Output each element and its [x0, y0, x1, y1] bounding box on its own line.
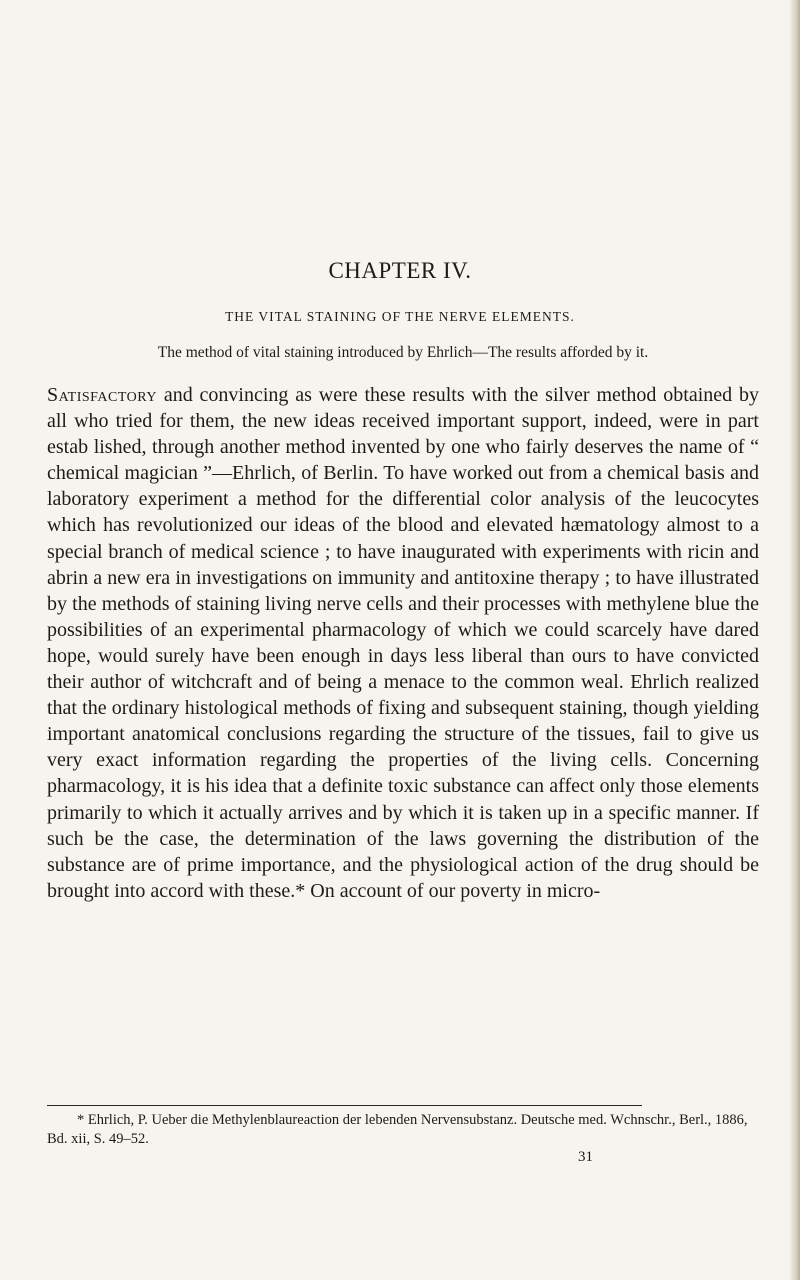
- footnote-divider: [47, 1105, 642, 1106]
- chapter-title: THE VITAL STAINING OF THE NERVE ELEMENTS.: [225, 309, 575, 324]
- chapter-synopsis: The method of vital staining introduced by Ehrlich—The results afforded by it.: [157, 344, 649, 361]
- page-number: 31: [578, 1149, 593, 1165]
- page-edge: [790, 0, 800, 1280]
- body-paragraph: [47, 382, 759, 904]
- body-text: and convincing as were these results with the silver method obtained by all who tried for them, the new ideas received important support, indeed, were in part estab lished, through another method invented by one who fairly deserves the name of “ chemical magician ”—Ehrlich, of Berlin. To have worked out from a chemical basis and laboratory experiment a method for the differential color analysis of the leucocytes which has revolutionized our ideas of the blood and elevated hæmatology almost to a special branch of medical science ; to have inaugurated with experiments with ricin and abrin a new era in investigations on immunity and antitoxine therapy ; to have illustrated by the methods of staining living nerve cells and their processes with methylene blue the possibilities of an experimental pharmacology of which we could scarcely have dared hope, would surely have been enough in days less liberal than ours to have convicted their author of witchcraft and of being a menace to the common weal. Ehrlich realized that the ordinary histological methods of fixing and subsequent staining, though yielding important anatomical conclusions regarding the structure of the tissues, fail to give us very exact information regarding the properties of the living cells. Concerning pharmacology, it is his idea that a definite toxic substance can affect only those elements primarily to which it actually arrives and by which it is taken up in a specific manner. If such be the case, the determination of the laws governing the distribution of the substance are of prime importance, and the physiological action of the drug should be brought into accord with these.* On account of our poverty in micro-: [47, 384, 759, 902]
- chapter-heading: CHAPTER IV.: [328, 258, 472, 283]
- opening-word: Satisfactory: [47, 384, 157, 406]
- footnote: * Ehrlich, P. Ueber die Methylenblaureaction der lebenden Nervensubstanz. Deutsche med. Wchnschr., Berl., 1886, Bd. xii, S. 49–52.: [47, 1112, 748, 1147]
